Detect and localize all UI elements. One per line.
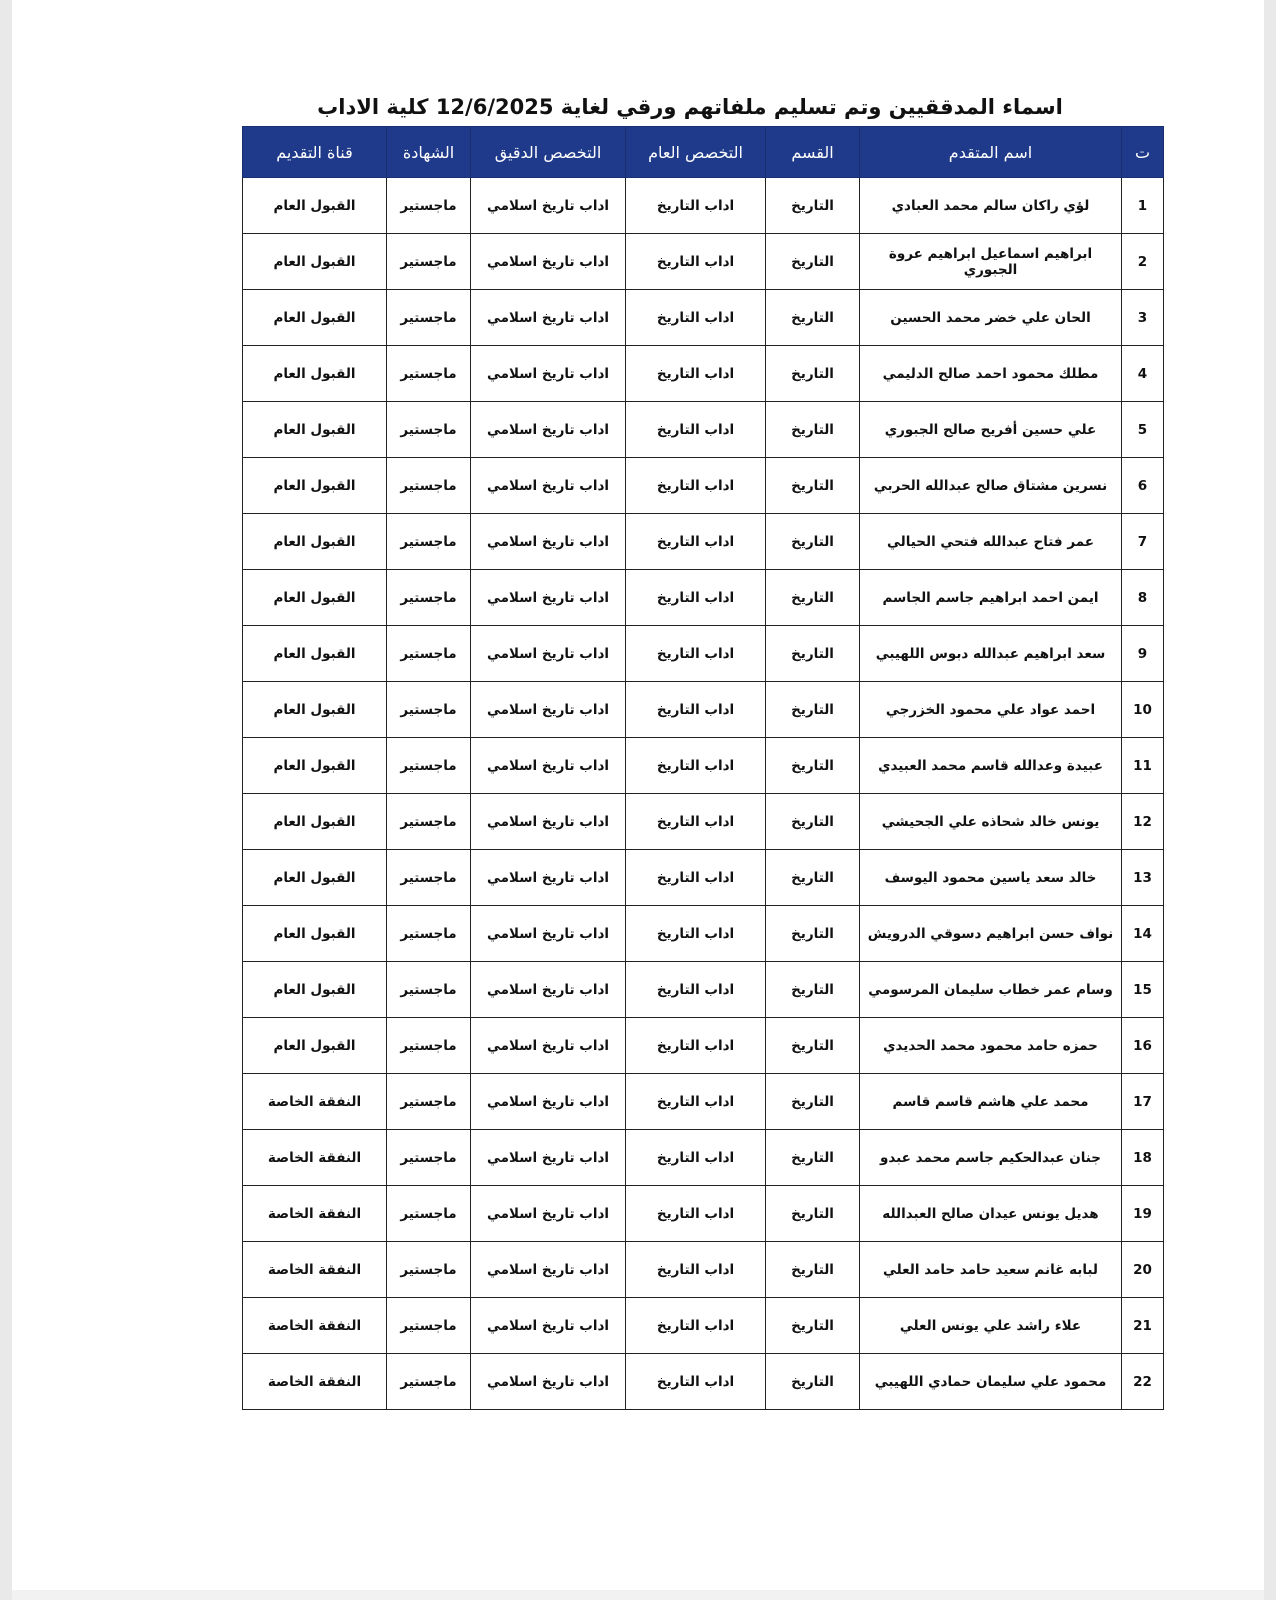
cell-specific-specialization: اداب تاريخ اسلامي (471, 1130, 626, 1186)
table-row (243, 850, 1164, 906)
cell-channel: القبول العام (243, 738, 387, 794)
header-channel: قناة التقديم (243, 127, 387, 178)
cell-specific-specialization: اداب تاريخ اسلامي (471, 1074, 626, 1130)
cell-general-specialization: اداب التاريخ (626, 234, 766, 290)
cell-department: التاريخ (766, 1074, 860, 1130)
cell-channel: النفقة الخاصة (243, 1074, 387, 1130)
cell-channel: القبول العام (243, 346, 387, 402)
cell-specific-specialization: اداب تاريخ اسلامي (471, 1018, 626, 1074)
cell-name: محمد علي هاشم قاسم قاسم (860, 1074, 1122, 1130)
cell-department: التاريخ (766, 1242, 860, 1298)
cell-specific-specialization: اداب تاريخ اسلامي (471, 682, 626, 738)
cell-general-specialization: اداب التاريخ (626, 626, 766, 682)
cell-degree: ماجستير (387, 346, 471, 402)
cell-num: 3 (1122, 290, 1164, 346)
cell-name: علي حسين أفريح صالح الجبوري (860, 402, 1122, 458)
table-row (243, 794, 1164, 850)
cell-name: وسام عمر خطاب سليمان المرسومي (860, 962, 1122, 1018)
cell-general-specialization: اداب التاريخ (626, 1354, 766, 1410)
cell-channel: القبول العام (243, 514, 387, 570)
table-row (243, 1186, 1164, 1242)
cell-name: خالد سعد ياسين محمود اليوسف (860, 850, 1122, 906)
cell-channel: القبول العام (243, 570, 387, 626)
cell-specific-specialization: اداب تاريخ اسلامي (471, 1354, 626, 1410)
cell-channel: القبول العام (243, 458, 387, 514)
table-row (243, 738, 1164, 794)
cell-general-specialization: اداب التاريخ (626, 458, 766, 514)
cell-degree: ماجستير (387, 794, 471, 850)
cell-general-specialization: اداب التاريخ (626, 570, 766, 626)
cell-degree: ماجستير (387, 1186, 471, 1242)
cell-degree: ماجستير (387, 234, 471, 290)
table-row (243, 1130, 1164, 1186)
cell-specific-specialization: اداب تاريخ اسلامي (471, 514, 626, 570)
cell-department: التاريخ (766, 1130, 860, 1186)
cell-general-specialization: اداب التاريخ (626, 402, 766, 458)
cell-num: 13 (1122, 850, 1164, 906)
cell-department: التاريخ (766, 402, 860, 458)
cell-channel: النفقة الخاصة (243, 1242, 387, 1298)
table-row (243, 346, 1164, 402)
cell-general-specialization: اداب التاريخ (626, 682, 766, 738)
cell-degree: ماجستير (387, 570, 471, 626)
cell-num: 1 (1122, 178, 1164, 234)
cell-specific-specialization: اداب تاريخ اسلامي (471, 570, 626, 626)
cell-general-specialization: اداب التاريخ (626, 178, 766, 234)
cell-name: سعد ابراهيم عبدالله دبوس اللهيبي (860, 626, 1122, 682)
cell-general-specialization: اداب التاريخ (626, 962, 766, 1018)
cell-channel: القبول العام (243, 234, 387, 290)
table-row (243, 234, 1164, 290)
cell-name: لبابه غانم سعيد حامد حامد العلي (860, 1242, 1122, 1298)
page-bottom-edge (12, 1590, 1264, 1600)
cell-department: التاريخ (766, 234, 860, 290)
cell-specific-specialization: اداب تاريخ اسلامي (471, 794, 626, 850)
cell-department: التاريخ (766, 794, 860, 850)
cell-specific-specialization: اداب تاريخ اسلامي (471, 1242, 626, 1298)
cell-num: 2 (1122, 234, 1164, 290)
cell-department: التاريخ (766, 346, 860, 402)
cell-department: التاريخ (766, 570, 860, 626)
cell-channel: القبول العام (243, 178, 387, 234)
cell-name: علاء راشد علي يونس العلي (860, 1298, 1122, 1354)
cell-num: 5 (1122, 402, 1164, 458)
applicants-table (242, 126, 1164, 1410)
cell-degree: ماجستير (387, 1130, 471, 1186)
cell-specific-specialization: اداب تاريخ اسلامي (471, 1186, 626, 1242)
cell-num: 16 (1122, 1018, 1164, 1074)
cell-department: التاريخ (766, 626, 860, 682)
cell-degree: ماجستير (387, 1354, 471, 1410)
cell-num: 7 (1122, 514, 1164, 570)
table-row (243, 1298, 1164, 1354)
cell-specific-specialization: اداب تاريخ اسلامي (471, 346, 626, 402)
cell-num: 15 (1122, 962, 1164, 1018)
table-row (243, 682, 1164, 738)
cell-channel: القبول العام (243, 402, 387, 458)
cell-degree: ماجستير (387, 178, 471, 234)
header-general-specialization: التخصص العام (626, 127, 766, 178)
cell-specific-specialization: اداب تاريخ اسلامي (471, 458, 626, 514)
cell-general-specialization: اداب التاريخ (626, 1242, 766, 1298)
cell-department: التاريخ (766, 962, 860, 1018)
cell-num: 22 (1122, 1354, 1164, 1410)
cell-degree: ماجستير (387, 626, 471, 682)
cell-degree: ماجستير (387, 962, 471, 1018)
table-row (243, 1074, 1164, 1130)
cell-degree: ماجستير (387, 458, 471, 514)
cell-name: ايمن احمد ابراهيم جاسم الجاسم (860, 570, 1122, 626)
cell-department: التاريخ (766, 178, 860, 234)
cell-general-specialization: اداب التاريخ (626, 1298, 766, 1354)
cell-name: الحان علي خضر محمد الحسين (860, 290, 1122, 346)
cell-general-specialization: اداب التاريخ (626, 346, 766, 402)
cell-num: 11 (1122, 738, 1164, 794)
cell-name: محمود علي سليمان حمادي اللهيبي (860, 1354, 1122, 1410)
cell-channel: النفقة الخاصة (243, 1354, 387, 1410)
cell-num: 10 (1122, 682, 1164, 738)
cell-general-specialization: اداب التاريخ (626, 738, 766, 794)
table-row (243, 514, 1164, 570)
cell-department: التاريخ (766, 458, 860, 514)
header-department: القسم (766, 127, 860, 178)
cell-num: 21 (1122, 1298, 1164, 1354)
cell-general-specialization: اداب التاريخ (626, 514, 766, 570)
cell-general-specialization: اداب التاريخ (626, 906, 766, 962)
cell-channel: القبول العام (243, 906, 387, 962)
table-row (243, 906, 1164, 962)
table-row (243, 570, 1164, 626)
cell-specific-specialization: اداب تاريخ اسلامي (471, 234, 626, 290)
cell-num: 14 (1122, 906, 1164, 962)
cell-num: 17 (1122, 1074, 1164, 1130)
cell-degree: ماجستير (387, 850, 471, 906)
table-row (243, 962, 1164, 1018)
cell-degree: ماجستير (387, 1298, 471, 1354)
cell-general-specialization: اداب التاريخ (626, 850, 766, 906)
cell-degree: ماجستير (387, 906, 471, 962)
cell-degree: ماجستير (387, 1018, 471, 1074)
table-row (243, 1354, 1164, 1410)
table-row (243, 402, 1164, 458)
cell-degree: ماجستير (387, 1074, 471, 1130)
cell-name: عمر فتاح عبدالله فتحي الحيالي (860, 514, 1122, 570)
cell-specific-specialization: اداب تاريخ اسلامي (471, 962, 626, 1018)
cell-specific-specialization: اداب تاريخ اسلامي (471, 1298, 626, 1354)
cell-channel: القبول العام (243, 850, 387, 906)
cell-channel: القبول العام (243, 1018, 387, 1074)
cell-degree: ماجستير (387, 402, 471, 458)
cell-department: التاريخ (766, 1298, 860, 1354)
cell-department: التاريخ (766, 514, 860, 570)
header-name: اسم المتقدم (860, 127, 1122, 178)
cell-specific-specialization: اداب تاريخ اسلامي (471, 850, 626, 906)
table-row (243, 626, 1164, 682)
table-header-row (243, 127, 1164, 178)
cell-name: لؤي راكان سالم محمد العبادي (860, 178, 1122, 234)
cell-degree: ماجستير (387, 1242, 471, 1298)
cell-department: التاريخ (766, 850, 860, 906)
cell-specific-specialization: اداب تاريخ اسلامي (471, 290, 626, 346)
table-row (243, 458, 1164, 514)
cell-channel: النفقة الخاصة (243, 1186, 387, 1242)
cell-specific-specialization: اداب تاريخ اسلامي (471, 402, 626, 458)
cell-name: عبيدة وعدالله قاسم محمد العبيدي (860, 738, 1122, 794)
cell-specific-specialization: اداب تاريخ اسلامي (471, 178, 626, 234)
cell-specific-specialization: اداب تاريخ اسلامي (471, 906, 626, 962)
cell-channel: النفقة الخاصة (243, 1130, 387, 1186)
cell-num: 9 (1122, 626, 1164, 682)
cell-channel: القبول العام (243, 794, 387, 850)
cell-num: 8 (1122, 570, 1164, 626)
cell-general-specialization: اداب التاريخ (626, 1130, 766, 1186)
cell-num: 6 (1122, 458, 1164, 514)
table-row (243, 1018, 1164, 1074)
cell-department: التاريخ (766, 738, 860, 794)
cell-department: التاريخ (766, 290, 860, 346)
cell-specific-specialization: اداب تاريخ اسلامي (471, 738, 626, 794)
cell-degree: ماجستير (387, 738, 471, 794)
header-degree: الشهادة (387, 127, 471, 178)
header-num: ت (1122, 127, 1164, 178)
cell-general-specialization: اداب التاريخ (626, 1186, 766, 1242)
cell-name: حمزه حامد محمود محمد الحديدي (860, 1018, 1122, 1074)
table-row (243, 178, 1164, 234)
table-row (243, 1242, 1164, 1298)
cell-channel: القبول العام (243, 626, 387, 682)
cell-degree: ماجستير (387, 514, 471, 570)
table-row (243, 290, 1164, 346)
cell-specific-specialization: اداب تاريخ اسلامي (471, 626, 626, 682)
cell-num: 19 (1122, 1186, 1164, 1242)
cell-num: 18 (1122, 1130, 1164, 1186)
cell-general-specialization: اداب التاريخ (626, 794, 766, 850)
cell-degree: ماجستير (387, 290, 471, 346)
cell-department: التاريخ (766, 1186, 860, 1242)
cell-num: 20 (1122, 1242, 1164, 1298)
cell-department: التاريخ (766, 1354, 860, 1410)
cell-name: مطلك محمود احمد صالح الدليمي (860, 346, 1122, 402)
cell-general-specialization: اداب التاريخ (626, 290, 766, 346)
cell-name: احمد عواد علي محمود الخزرجي (860, 682, 1122, 738)
cell-general-specialization: اداب التاريخ (626, 1074, 766, 1130)
document-title: اسماء المدققيين وتم تسليم ملفاتهم ورقي لغاية 12/6/2025 كلية الاداب (317, 95, 1063, 119)
cell-degree: ماجستير (387, 682, 471, 738)
cell-general-specialization: اداب التاريخ (626, 1018, 766, 1074)
cell-department: التاريخ (766, 1018, 860, 1074)
cell-num: 4 (1122, 346, 1164, 402)
cell-name: يونس خالد شحاذه علي الجحيشي (860, 794, 1122, 850)
cell-name: نسرين مشتاق صالح عبدالله الحربي (860, 458, 1122, 514)
header-specific-specialization: التخصص الدقيق (471, 127, 626, 178)
cell-channel: القبول العام (243, 290, 387, 346)
cell-name: هديل يونس عيدان صالح العبدالله (860, 1186, 1122, 1242)
cell-channel: القبول العام (243, 962, 387, 1018)
cell-department: التاريخ (766, 906, 860, 962)
cell-name: جنان عبدالحكيم جاسم محمد عبدو (860, 1130, 1122, 1186)
cell-channel: القبول العام (243, 682, 387, 738)
cell-channel: النفقة الخاصة (243, 1298, 387, 1354)
cell-name: ابراهيم اسماعيل ابراهيم عروة الجبوري (860, 234, 1122, 290)
cell-name: نواف حسن ابراهيم دسوقي الدرويش (860, 906, 1122, 962)
cell-department: التاريخ (766, 682, 860, 738)
cell-num: 12 (1122, 794, 1164, 850)
